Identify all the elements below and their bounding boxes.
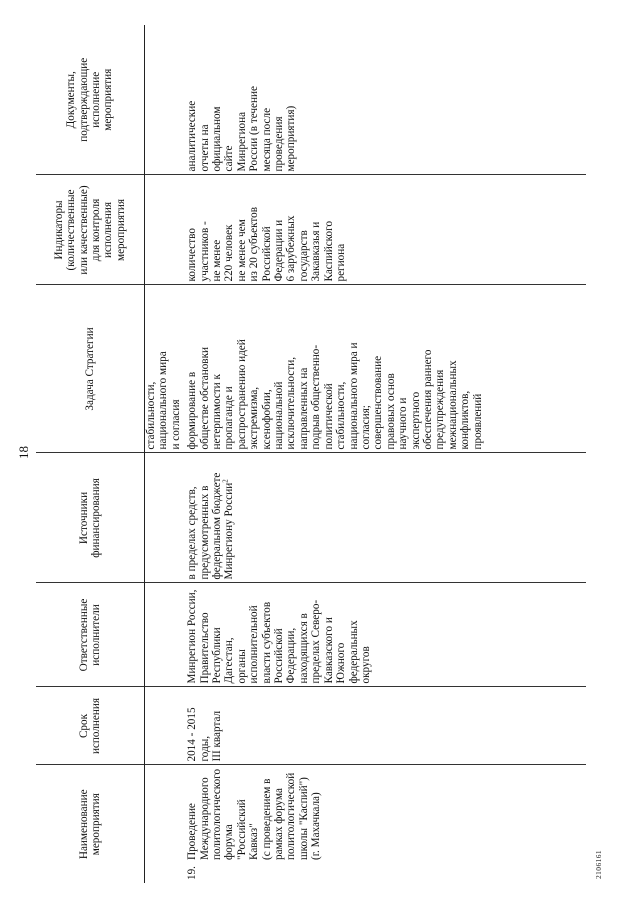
row-indicators: количество участников - не менее 220 человек не менее чем из 20 субъектов Российской Федерации и 6 зарубежных государств Закавказья и Каспийского региона — [182, 175, 586, 285]
header-documents: Документы, подтверждающие исполнение мероприятия — [36, 25, 145, 175]
row-name-cell — [182, 765, 586, 883]
row-name: Проведение Международного политологического форума "Российский Кавказ" (с проведением в рамках форума политологической школы "Каспий") (г. Махачкала) — [186, 768, 323, 860]
cont-deadline-cell — [145, 687, 183, 765]
table-row-19 — [182, 25, 586, 883]
cont-documents-cell — [145, 25, 183, 175]
row-executors: Минрегион России, Правительство Республики Дагестан, органы исполнительной власти субъектов Российской Федерации, находящихся в пределах Северо- Кавказского и Южного федеральных округов — [182, 583, 586, 687]
header-deadline: Срок исполнения — [36, 687, 145, 765]
measures-table — [36, 25, 586, 883]
header-executors: Ответственные исполнители — [36, 583, 145, 687]
page-number: 18 — [16, 446, 31, 459]
cont-name-cell — [145, 765, 183, 883]
row-funding-cell — [182, 453, 586, 583]
header-funding: Источники финансирования — [36, 453, 145, 583]
cont-indicators-cell — [145, 175, 183, 285]
table-header-row — [36, 25, 145, 883]
continuation-row — [145, 25, 183, 883]
row-funding: в пределах средств, предусмотренных в федеральном бюджете Минрегиону России — [186, 472, 236, 580]
cont-executors-cell — [145, 583, 183, 687]
header-task: Задача Стратегии — [36, 285, 145, 453]
row-number: 19. — [186, 866, 199, 880]
cont-task-cell: стабильности, национального мира и согласия — [145, 285, 183, 453]
cont-funding-cell — [145, 453, 183, 583]
row-task: формирование в обществе обстановки нетерпимости к пропаганде и распространению идей экстремизма, ксенофобии, национальной исключительности, направленных на подрыв общественно- политической стабильности, национального мира и согласия; совершенствование правовых основ научного и экспертного обеспечения раннего предупреждения межнациональных конфликтов, проявлений — [182, 285, 586, 453]
footnote-marker: 2 — [221, 479, 230, 483]
document-id: 2106161 — [594, 849, 603, 879]
header-name: Наименование мероприятия — [36, 765, 145, 883]
row-deadline: 2014 - 2015 годы, III квартал — [182, 687, 586, 765]
header-indicators: Индикаторы (количественные или качественные) для контроля исполнения мероприятия — [36, 175, 145, 285]
row-documents: аналитические отчеты на официальном сайте Минрегиона России (в течение месяца после проведения мероприятия) — [182, 25, 586, 175]
